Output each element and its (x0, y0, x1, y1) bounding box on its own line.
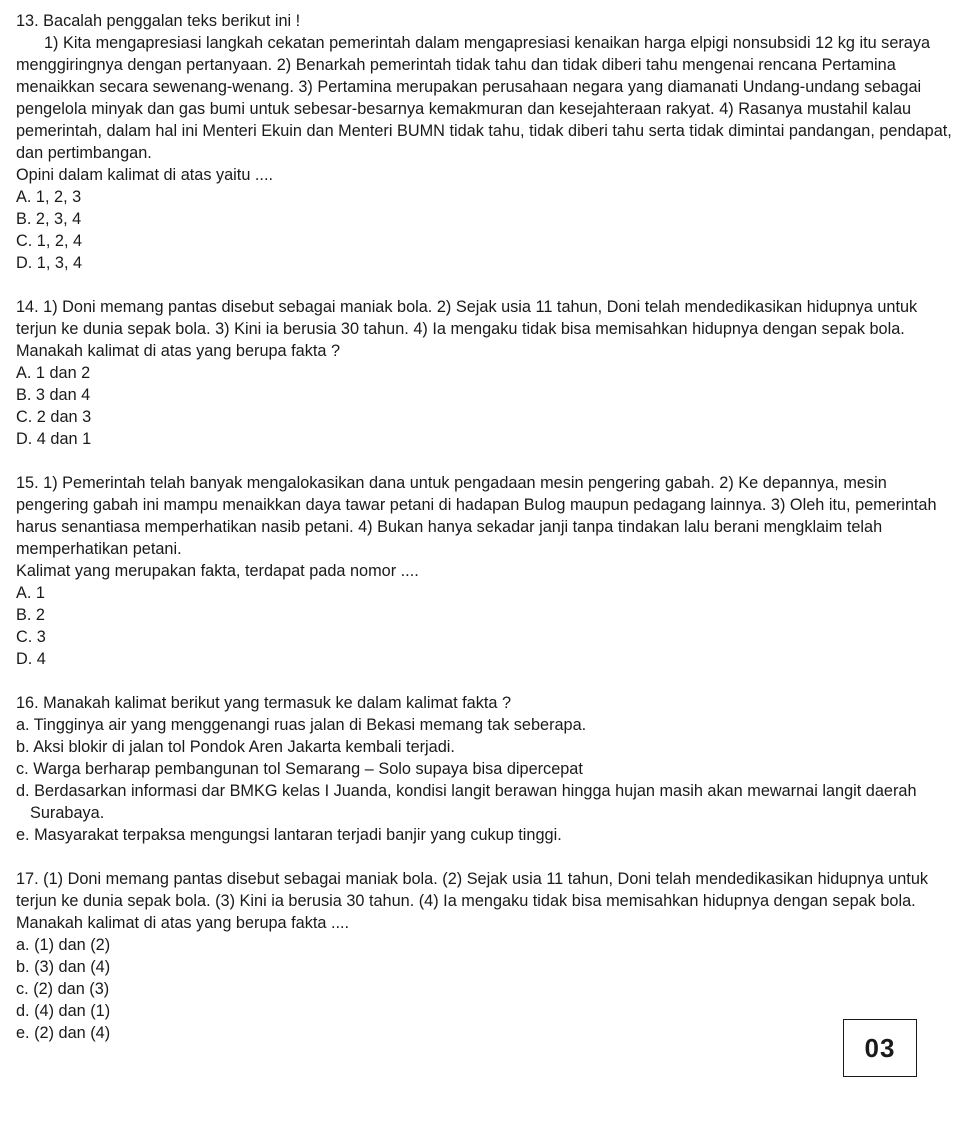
option-d: D. 4 dan 1 (16, 430, 92, 448)
question-passage: 17. (1) Doni memang pantas disebut sebagai maniak bola. (2) Sejak usia 11 tahun, Doni telah mendedikasikan hidupnya untuk terjun ke dunia sepak bola. (3) Kini ia berusia 30 tahun. (4) Ia mengaku tidak bisa memisahkan hidupnya dengan sepak bola. (16, 870, 929, 910)
option-d: D. 1, 3, 4 (16, 254, 83, 272)
question-prompt: Opini dalam kalimat di atas yaitu .... (16, 166, 273, 184)
question-13 (16, 10, 952, 274)
option-d: D. 4 (16, 650, 46, 668)
question-14 (16, 296, 952, 450)
option-b: b. (3) dan (4) (16, 958, 111, 976)
option-b: b. Aksi blokir di jalan tol Pondok Aren Jakarta kembali terjadi. (16, 738, 455, 756)
question-prompt: Manakah kalimat di atas yang berupa fakta .... (16, 914, 350, 932)
option-a: a. Tingginya air yang menggenangi ruas jalan di Bekasi memang tak seberapa. (16, 716, 587, 734)
option-e: e. Masyarakat terpaksa mengungsi lantaran terjadi banjir yang cukup tinggi. (16, 826, 562, 844)
question-prompt: Kalimat yang merupakan fakta, terdapat pada nomor .... (16, 562, 419, 580)
option-a: a. (1) dan (2) (16, 936, 111, 954)
question-prompt: Manakah kalimat di atas yang berupa fakta ? (16, 342, 341, 360)
question-16 (16, 692, 952, 846)
page-number-box: 03 (843, 1019, 917, 1077)
option-c: c. Warga berharap pembangunan tol Semarang – Solo supaya bisa dipercepat (16, 760, 583, 778)
option-d: d. Berdasarkan informasi dar BMKG kelas I Juanda, kondisi langit berawan hingga hujan masih akan mewarnai langit daerah Surabaya. (16, 782, 917, 822)
question-prompt: 16. Manakah kalimat berikut yang termasuk ke dalam kalimat fakta ? (16, 694, 512, 712)
option-c: c. (2) dan (3) (16, 980, 110, 998)
option-b: B. 3 dan 4 (16, 386, 91, 404)
option-d: d. (4) dan (1) (16, 1002, 111, 1020)
question-15 (16, 472, 952, 670)
option-b: B. 2, 3, 4 (16, 210, 82, 228)
answer-options (16, 714, 952, 846)
option-c: C. 2 dan 3 (16, 408, 92, 426)
document (16, 10, 952, 1066)
answer-options (16, 582, 952, 670)
question-passage: 1) Kita mengapresiasi langkah cekatan pemerintah dalam mengapresiasi kenaikan harga elpigi nonsubsidi 12 kg itu seraya menggiringnya dengan pertanyaan. 2) Benarkah pemerintah tidak tahu dan tidak diberi tahu mengenai rencana Pertamina menaikkan secara sewenang-wenang. 3) Pertamina merupakan perusahaan negara yang diamanati Undang-undang sebagai pengelola minyak dan gas bumi untuk sebesar-besarnya kemakmuran dan kesejahteraan rakyat. 4) Rasanya mustahil kalau pemerintah, dalam hal ini Menteri Ekuin dan Menteri BUMN tidak tahu, tidak diberi tahu serta tidak dimintai pandangan, pendapat, dan pertimbangan. (16, 34, 952, 162)
answer-options (16, 934, 952, 1044)
question-passage: 15. 1) Pemerintah telah banyak mengalokasikan dana untuk pengadaan mesin pengering gabah. 2) Ke depannya, mesin pengering gabah ini mampu menaikkan daya tawar petani di hadapan Bulog maupun pedagang lainnya. 3) Oleh itu, pemerintah harus senantiasa memperhatikan nasib petani. 4) Bukan hanya sekadar janji tanpa tindakan lalu berani mengklaim telah memperhatikan petani. (16, 474, 937, 558)
option-a: A. 1, 2, 3 (16, 188, 82, 206)
option-e: e. (2) dan (4) (16, 1024, 111, 1042)
answer-options (16, 362, 952, 450)
option-c: C. 1, 2, 4 (16, 232, 83, 250)
question-header: 13. Bacalah penggalan teks berikut ini ! (16, 12, 301, 30)
option-a: A. 1 (16, 584, 45, 602)
option-b: B. 2 (16, 606, 45, 624)
option-c: C. 3 (16, 628, 46, 646)
question-17 (16, 868, 952, 1044)
answer-options (16, 186, 952, 274)
question-passage: 14. 1) Doni memang pantas disebut sebagai maniak bola. 2) Sejak usia 11 tahun, Doni telah mendedikasikan hidupnya untuk terjun ke dunia sepak bola. 3) Kini ia berusia 30 tahun. 4) Ia mengaku tidak bisa memisahkan hidupnya dengan sepak bola. (16, 298, 918, 338)
option-a: A. 1 dan 2 (16, 364, 91, 382)
